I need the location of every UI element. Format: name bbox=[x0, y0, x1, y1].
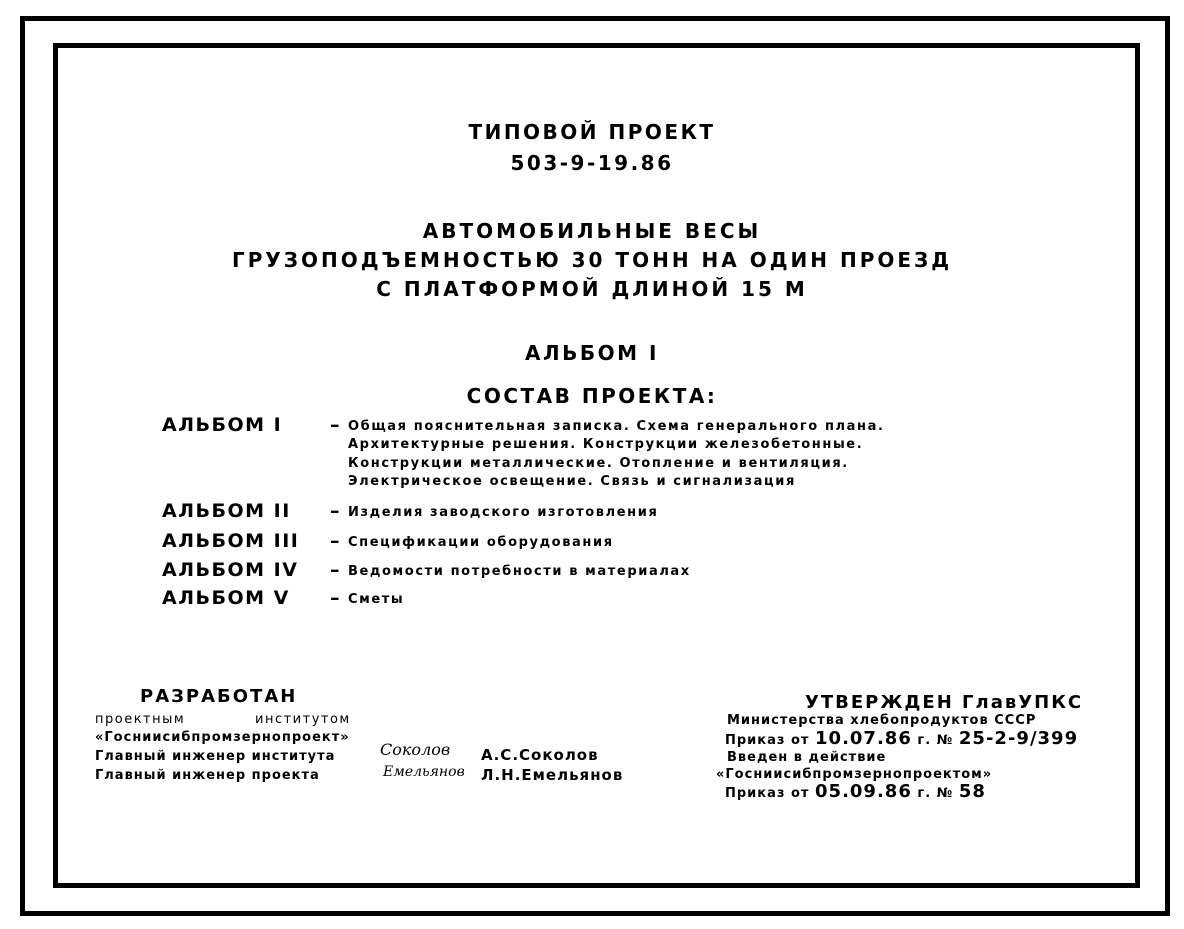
order-2-date: 05.09.86 bbox=[815, 781, 912, 802]
album-2-line-1: Изделия заводского изготовления bbox=[348, 505, 659, 520]
order-1-number: 25-2-9/399 bbox=[958, 728, 1079, 749]
album-1-line-3: Конструкции металлические. Отопление и вентиляция. bbox=[348, 456, 849, 471]
order-1-date: 10.07.86 bbox=[815, 728, 912, 749]
name-1: А.С.Соколов bbox=[481, 746, 599, 764]
album-4-dash: – bbox=[330, 559, 340, 581]
order-2-mid: г. № bbox=[917, 786, 954, 801]
chief-engineer-project: Главный инженер проекта bbox=[95, 768, 320, 783]
album-3-dash: – bbox=[330, 530, 340, 552]
developed-line-1b: институтом bbox=[255, 712, 351, 727]
project-number: 503-9-19.86 bbox=[510, 151, 674, 175]
project-type: ТИПОВОЙ ПРОЕКТ bbox=[468, 120, 716, 144]
album-1-line-4: Электрическое освещение. Связь и сигнализация bbox=[348, 474, 796, 489]
order-2-number: 58 bbox=[958, 781, 986, 802]
order-2 bbox=[725, 781, 986, 802]
album-5-dash: – bbox=[330, 587, 340, 609]
album-1-line-2: Архитектурные решения. Конструкции железобетонные. bbox=[348, 437, 864, 452]
chief-engineer-institute: Главный инженер института bbox=[95, 749, 336, 764]
album-1-label: АЛЬБОМ I bbox=[162, 414, 283, 436]
order-1-prefix: Приказ от bbox=[725, 733, 810, 748]
album-2-dash: – bbox=[330, 500, 340, 522]
order-2-prefix: Приказ от bbox=[725, 786, 810, 801]
signature-1: Соколов bbox=[380, 740, 451, 759]
approved-title: УТВЕРЖДЕН ГлавУПКС bbox=[805, 692, 1084, 713]
album-5-line-1: Сметы bbox=[348, 592, 405, 607]
developed-line-2: «Госниисибпромзернопроект» bbox=[95, 730, 350, 745]
signature-2: Емельянов bbox=[383, 764, 465, 780]
title-line-1: АВТОМОБИЛЬНЫЕ ВЕСЫ bbox=[422, 219, 762, 243]
album-1-dash: – bbox=[330, 414, 340, 436]
title-line-3: С ПЛАТФОРМОЙ ДЛИНОЙ 15 М bbox=[376, 277, 808, 301]
album-3-label: АЛЬБОМ III bbox=[162, 530, 300, 552]
composition-heading: СОСТАВ ПРОЕКТА: bbox=[466, 384, 718, 408]
order-1 bbox=[725, 728, 1078, 749]
approved-line-3: Введен в действие bbox=[727, 750, 887, 765]
album-4-line-1: Ведомости потребности в материалах bbox=[348, 564, 691, 579]
album-title: АЛЬБОМ I bbox=[525, 341, 659, 365]
album-1-line-1: Общая пояснительная записка. Схема генерального плана. bbox=[348, 419, 885, 434]
album-5-label: АЛЬБОМ V bbox=[162, 587, 290, 609]
name-2: Л.Н.Емельянов bbox=[481, 766, 624, 784]
developed-line-1a: проектным bbox=[95, 712, 186, 727]
approved-line-1: Министерства хлебопродуктов СССР bbox=[727, 713, 1037, 728]
title-line-2: ГРУЗОПОДЪЕМНОСТЬЮ 30 ТОНН НА ОДИН ПРОЕЗД bbox=[231, 248, 953, 272]
album-4-label: АЛЬБОМ IV bbox=[162, 559, 299, 581]
order-1-mid: г. № bbox=[917, 733, 954, 748]
approved-line-4: «Госниисибпромзернопроектом» bbox=[716, 767, 993, 782]
album-3-line-1: Спецификации оборудования bbox=[348, 535, 614, 550]
album-2-label: АЛЬБОМ II bbox=[162, 500, 291, 522]
developed-title: РАЗРАБОТАН bbox=[140, 686, 298, 707]
